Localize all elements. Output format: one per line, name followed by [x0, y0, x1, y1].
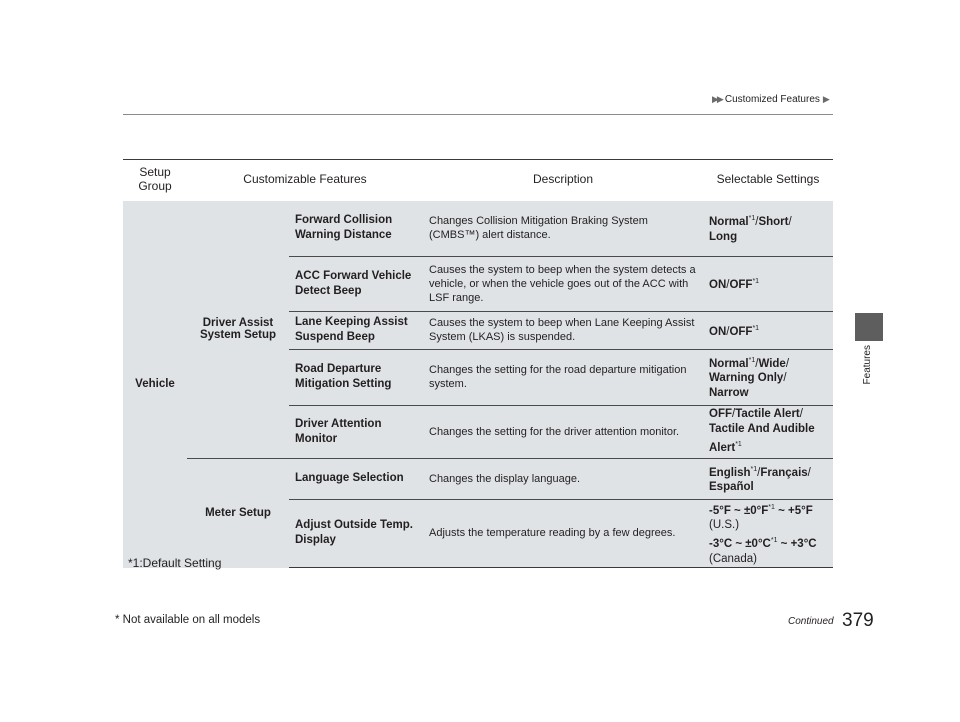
group-vehicle: Vehicle — [123, 200, 187, 568]
feature-settings: Normal$^{*1}$/Short/ Long — [703, 200, 833, 256]
feature-description: Changes Collision Mitigation Braking System (CMBS™) alert distance. — [423, 200, 703, 256]
top-rule — [123, 114, 833, 115]
header-selectable-settings: Selectable Settings — [703, 160, 833, 201]
table-header-row — [123, 160, 833, 201]
header-customizable-features: Customizable Features — [187, 160, 423, 201]
subgroup-meter: Meter Setup — [187, 458, 289, 568]
header-description: Description — [423, 160, 703, 201]
breadcrumb-text[interactable]: Customized Features — [724, 94, 820, 105]
breadcrumb — [712, 94, 828, 105]
feature-name: ACC Forward Vehicle Detect Beep — [289, 256, 423, 311]
feature-description: Changes the display language. — [423, 458, 703, 499]
table-row — [123, 458, 833, 499]
subgroup-driver-assist: Driver Assist System Setup — [187, 200, 289, 458]
section-tab — [855, 313, 883, 341]
feature-settings: -5°F ~ $\pm 0^\circ F^{*1}$ ~ +5°F (U.S.) -3°C ~ $\pm 0^\circ C^{*1}$ ~ +3°C (Canada) — [703, 499, 833, 568]
section-label: Features — [862, 345, 873, 385]
feature-settings: English$^{*1}$/Français/ Español — [703, 458, 833, 499]
chevron-right-icon: ▶▶ — [712, 94, 722, 104]
page-number: 379 — [842, 610, 874, 631]
feature-name: Road Departure Mitigation Setting — [289, 349, 423, 405]
footnote-default-setting: *1:Default Setting — [128, 556, 222, 570]
feature-settings: ON/OFF$^{*1}$ — [703, 311, 833, 349]
table-row — [123, 200, 833, 256]
availability-note: * Not available on all models — [115, 614, 261, 626]
feature-settings: ON/OFF$^{*1}$ — [703, 256, 833, 311]
continued-label: Continued — [788, 616, 834, 627]
feature-description: Causes the system to beep when the system detects a vehicle, or when the vehicle goes out of the ACC with LSF range. — [423, 256, 703, 311]
header-setup-group: Setup Group — [123, 160, 187, 201]
chevron-right-icon: ▶ — [822, 94, 828, 104]
feature-description: Causes the system to beep when Lane Keeping Assist System (LKAS) is suspended. — [423, 311, 703, 349]
feature-name: Lane Keeping Assist Suspend Beep — [289, 311, 423, 349]
feature-description: Adjusts the temperature reading by a few degrees. — [423, 499, 703, 568]
feature-name: Driver Attention Monitor — [289, 405, 423, 458]
feature-name: Adjust Outside Temp. Display — [289, 499, 423, 568]
feature-name: Language Selection — [289, 458, 423, 499]
features-table — [123, 159, 833, 568]
feature-description: Changes the setting for the driver attention monitor. — [423, 405, 703, 458]
feature-description: Changes the setting for the road departure mitigation system. — [423, 349, 703, 405]
feature-name: Forward Collision Warning Distance — [289, 200, 423, 256]
feature-settings: OFF/Tactile Alert/ Tactile And Audible Alert$^{*1}$ — [703, 405, 833, 458]
feature-settings: Normal$^{*1}$/Wide/ Warning Only/ Narrow — [703, 349, 833, 405]
